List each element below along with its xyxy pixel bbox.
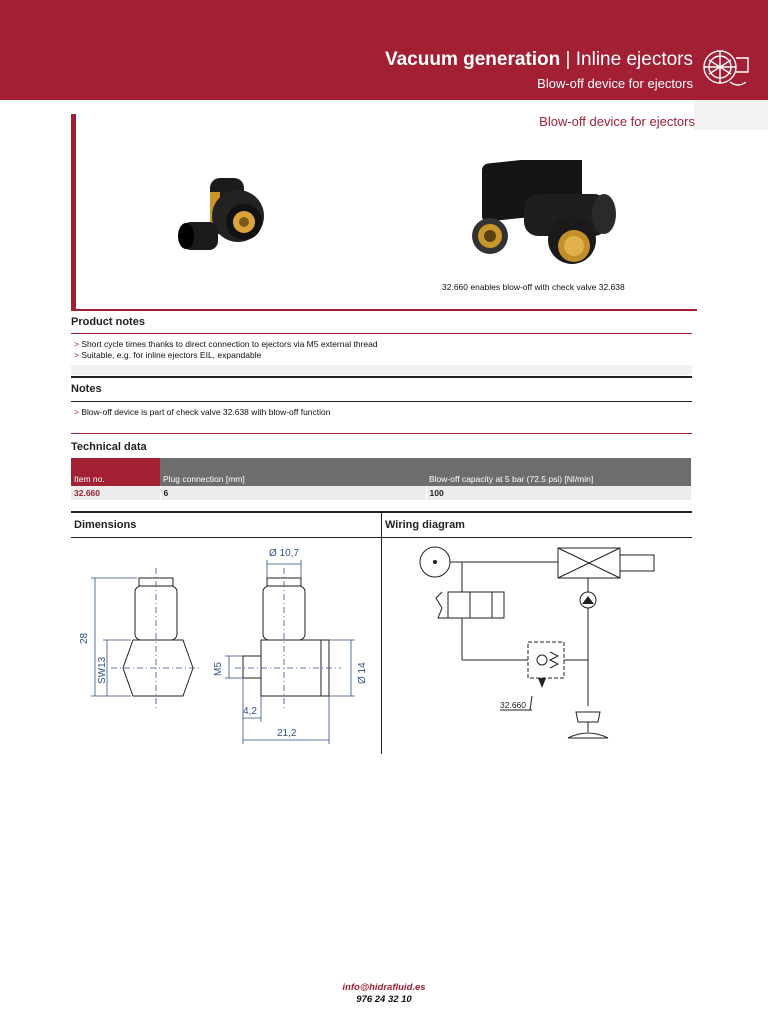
spacer <box>71 365 692 375</box>
product-title: Blow-off device for ejectors <box>539 114 695 129</box>
list-item: > Blow-off device is part of check valve 32.638 with blow-off function <box>74 407 331 417</box>
product-notes-list <box>74 339 378 361</box>
dimension-drawing <box>71 538 381 754</box>
notes-list <box>74 407 330 418</box>
dim-label-height: 28 <box>79 632 90 644</box>
wiring-label: 32.660 <box>500 700 526 710</box>
product-notes-heading: Product notes <box>71 316 145 328</box>
dim-label-d2: Ø 14 <box>357 662 368 684</box>
dimensions-heading: Dimensions <box>74 519 137 531</box>
header-strip <box>694 100 768 130</box>
ejector-logo-icon <box>700 48 752 90</box>
page-header <box>0 0 768 100</box>
drawings-box <box>71 511 692 754</box>
column-header: Item no. <box>71 458 160 486</box>
table-header-row <box>71 458 691 486</box>
divider <box>71 376 692 378</box>
column-header: Blow-off capacity at 5 bar (72.5 psi) [Nl/min] <box>426 458 691 486</box>
technical-data-table <box>71 458 691 500</box>
table-row <box>71 486 691 500</box>
product-caption: 32.660 enables blow-off with check valve 32.638 <box>442 282 625 292</box>
dim-label-d1: Ø 10,7 <box>269 548 300 559</box>
table-cell: 100 <box>426 486 691 500</box>
wiring-diagram-heading: Wiring diagram <box>385 519 465 531</box>
divider <box>71 401 692 402</box>
list-item: > Suitable, e.g. for inline ejectors EIL, expandable <box>74 350 262 360</box>
dim-label-l1: 4,2 <box>243 706 257 717</box>
product-box <box>71 114 697 311</box>
wiring-diagram <box>382 538 692 754</box>
footer-email-link[interactable]: info@hidrafluid.es <box>342 982 426 993</box>
item-number-cell: 32.660 <box>71 486 160 500</box>
dim-label-l2: 21,2 <box>277 728 297 739</box>
list-item: > Short cycle times thanks to direct connection to ejectors via M5 external thread <box>74 339 378 349</box>
notes-heading: Notes <box>71 383 102 395</box>
divider <box>71 333 692 334</box>
technical-data-heading: Technical data <box>71 441 147 453</box>
product-image-blowoff <box>174 172 304 262</box>
column-header: Plug connection [mm] <box>160 458 426 486</box>
dim-label-m5: M5 <box>213 662 224 676</box>
header-title: Vacuum generation | Inline ejectors <box>384 49 693 70</box>
header-subtitle: Blow-off device for ejectors <box>537 76 693 91</box>
product-image-with-check-valve <box>464 160 624 270</box>
dim-label-sw: SW13 <box>97 656 108 684</box>
footer-phone: 976 24 32 10 <box>356 994 412 1005</box>
divider <box>71 433 692 434</box>
table-cell: 6 <box>160 486 426 500</box>
